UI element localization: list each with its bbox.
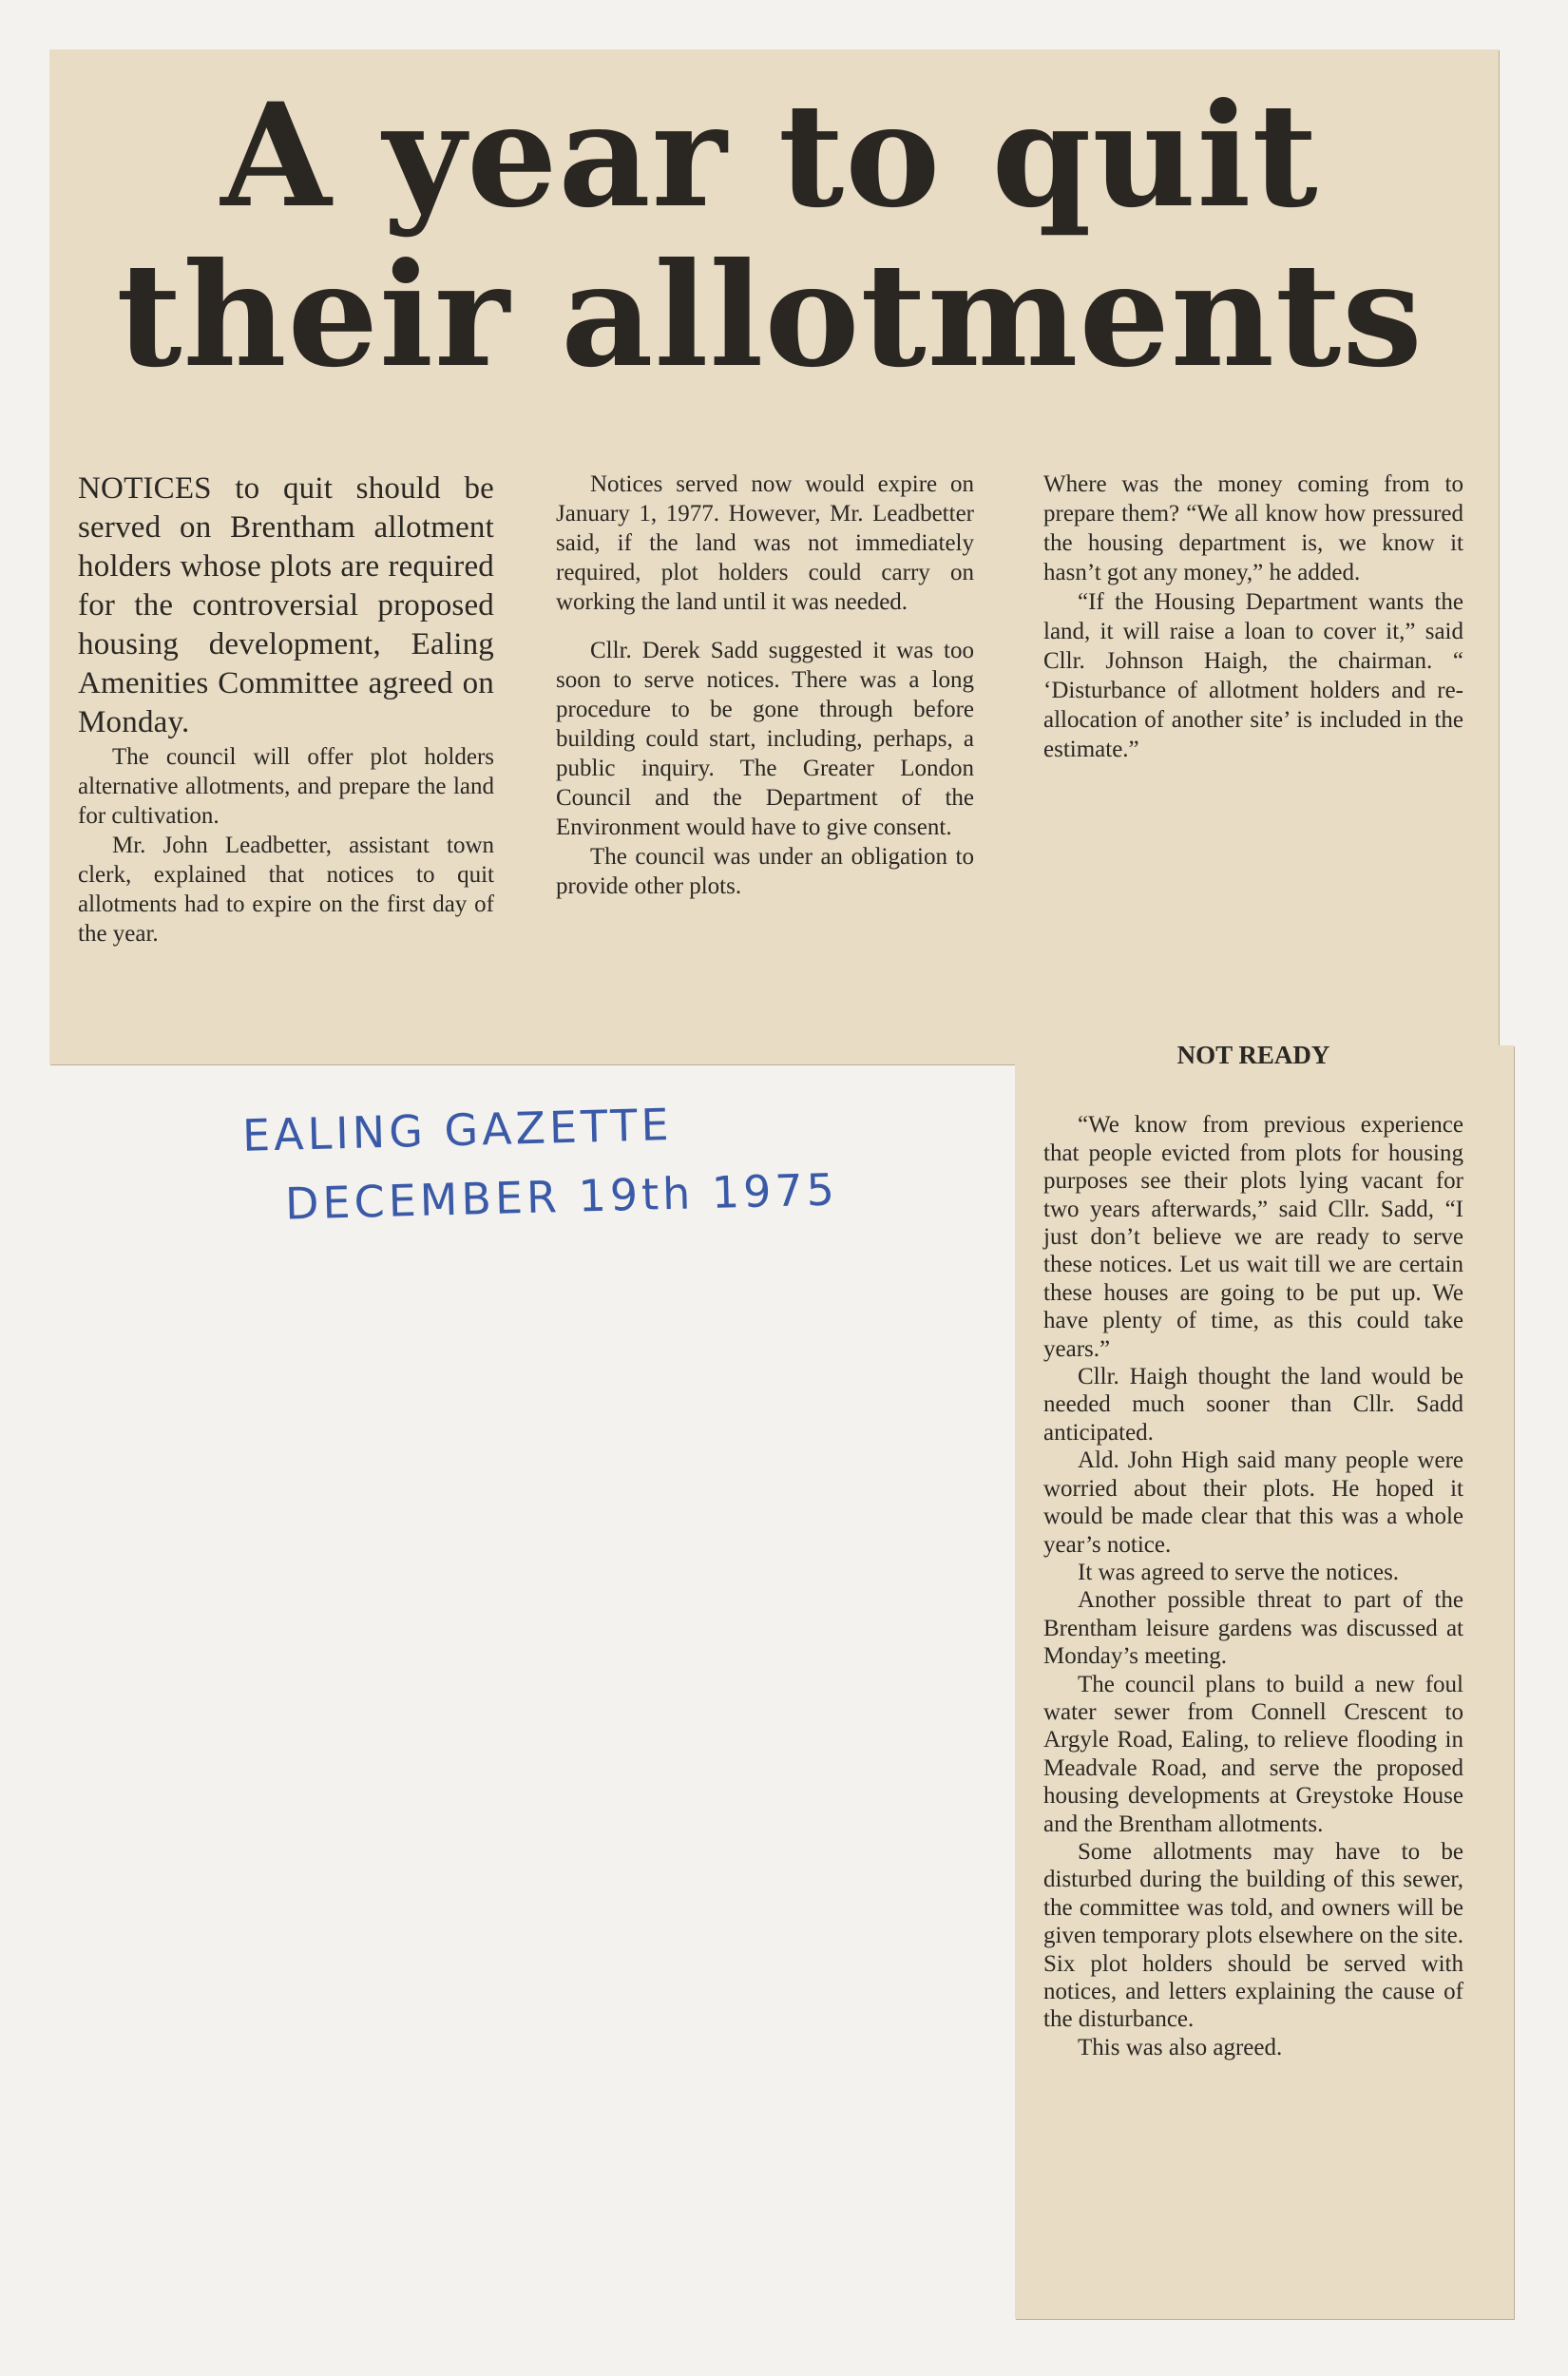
paragraph: The council plans to build a new foul water sewer from Connell Crescent to Argyle Road, Ealing, to relieve flooding in Meadvale Road, and serve the proposed housing developments at Greystoke House and the Brentham allotments. bbox=[1043, 1671, 1463, 1837]
paragraph: “If the Housing Department wants the land, it will raise a loan to cover it,” said Cllr. Johnson Haigh, the chairman. “ ‘Disturbance of allotment holders and re-allocation of another site’ is included in the estimate.” bbox=[1043, 589, 1463, 762]
paragraph: Cllr. Haigh thought the land would be needed much sooner than Cllr. Sadd anticipated. bbox=[1043, 1364, 1463, 1446]
paragraph: The council was under an obligation to provide other plots. bbox=[556, 844, 974, 899]
paragraph: This was also agreed. bbox=[1078, 2034, 1283, 2060]
paragraph: Some allotments may have to be disturbed during the building of this sewer, the committee was told, and owners will be given temporary plots elsewhere on the site. Six plot holders should be served with notices, and letters explaining the cause of the disturbance. bbox=[1043, 1838, 1463, 2033]
lead-paragraph: NOTICES to quit should be served on Brentham allotment holders whose plots are required for the controversial proposed housing development, Ealing Amenities Committee agreed on Monday. bbox=[78, 471, 494, 739]
article-column-3-top bbox=[1043, 469, 1463, 764]
handwritten-source-note: EALING GAZETTE bbox=[241, 1099, 674, 1161]
paragraph: The council will offer plot holders alternative allotments, and prepare the land for cultivation. bbox=[78, 744, 494, 829]
paragraph: Ald. John High said many people were worried about their plots. He hoped it would be made clear that this was a whole year’s notice. bbox=[1043, 1447, 1463, 1558]
article-column-3-bottom bbox=[1043, 996, 1463, 2061]
headline-line-2: their allotments bbox=[116, 232, 1424, 399]
headline-line-1: A year to quit bbox=[220, 72, 1319, 240]
headline bbox=[57, 72, 1482, 399]
article-column-1 bbox=[78, 469, 494, 948]
section-subhead: NOT READY bbox=[1176, 1041, 1330, 1069]
handwritten-date-note: DECEMBER 19th 1975 bbox=[284, 1163, 839, 1230]
paragraph: Another possible threat to part of the Brentham leisure gardens was discussed at Monday’s meeting. bbox=[1043, 1587, 1463, 1670]
article-column-2 bbox=[556, 469, 974, 901]
paragraph: Notices served now would expire on January 1, 1977. However, Mr. Leadbetter said, if the land was not immediately required, plot holders could carry on working the land until it was needed. bbox=[556, 471, 974, 615]
paragraph: Where was the money coming from to prepare them? “We all know how pressured the housing department is, we know it hasn’t got any money,” he added. bbox=[1043, 471, 1463, 585]
paragraph: Mr. John Leadbetter, assistant town clerk, explained that notices to quit allotments had to expire on the first day of the year. bbox=[78, 833, 494, 947]
paragraph: It was agreed to serve the notices. bbox=[1078, 1559, 1400, 1585]
paragraph: “We know from previous experience that people evicted from plots for housing purposes see their plots lying vacant for two years afterwards,” said Cllr. Sadd, “I just don’t believe we are ready to serve these notices. Let us wait till we are certain these houses are going to be put up. We have plenty of time, as this could take years.” bbox=[1043, 1112, 1463, 1362]
paragraph: Cllr. Derek Sadd suggested it was too soon to serve notices. There was a long procedure to be gone through before building could start, including, perhaps, a public inquiry. The Greater London Council and the Department of the Environment would have to give consent. bbox=[556, 638, 974, 840]
